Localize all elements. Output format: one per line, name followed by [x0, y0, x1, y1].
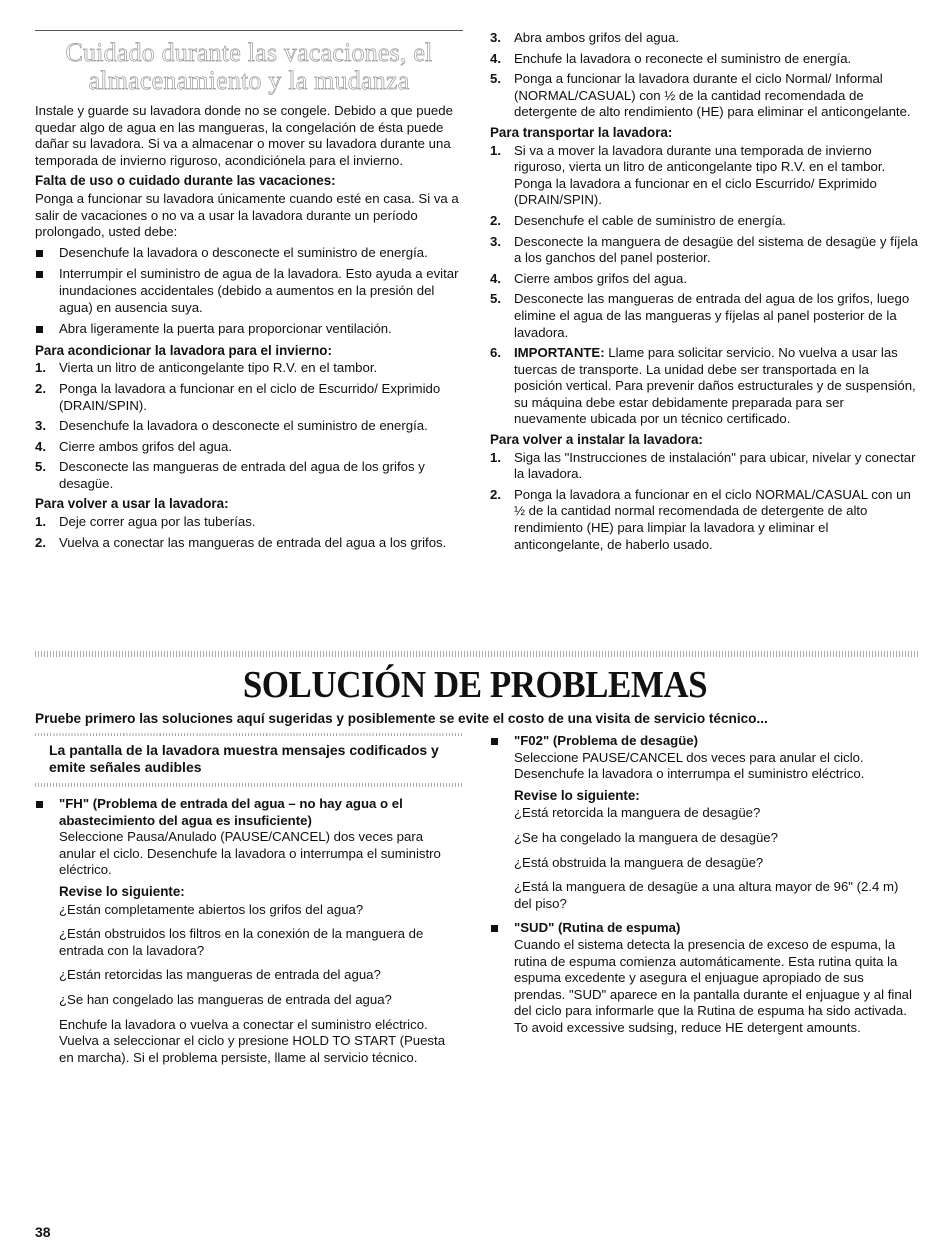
winter-steps — [35, 360, 463, 492]
check-item: ¿Están retorcidas las mangueras de entrada del agua? — [59, 967, 381, 983]
troubleshooting-title: SOLUCIÓN DE PROBLEMAS — [242, 664, 708, 706]
check-item: ¿Están completamente abiertos los grifos del agua? — [59, 901, 364, 917]
f02-checks — [490, 788, 918, 913]
reuse-steps-left — [35, 514, 463, 551]
sud-title: "SUD" (Rutina de espuma) — [514, 920, 681, 936]
f02-text: Seleccione PAUSE/CANCEL dos veces para anular el ciclo. Desenchufe la lavadora o interrumpa el suministro eléctrico. — [514, 749, 865, 782]
list-item: 1. Vierta un litro de anticongelante tipo R.V. en el tambor. — [35, 360, 378, 376]
list-item: 6. IMPORTANTE: Llame para solicitar servicio. No vuelva a usar las tuercas de transporte. La unidad debe ser transportada en la posición vertical. Para prevenir daños estructurales y de suspensión, su máquina debe estar debidamente preparada para ser nuevamente ubicada por un técnico certificado. — [490, 345, 916, 427]
list-item: 2. Ponga la lavadora a funcionar en el ciclo NORMAL/CASUAL con un ½ de la cantidad normal recomendada de detergente de alto rendimiento (HE) para limpiar la lavadora y eliminar el anticongelante, de haberlo usado. — [490, 486, 911, 552]
vacation-section-right — [490, 30, 918, 557]
list-item: 2. Vuelva a conectar las mangueras de entrada del agua a los grifos. — [35, 534, 447, 550]
check-item: ¿Están obstruidos los filtros en la conexión de la manguera de entrada con la lavadora? — [59, 926, 424, 958]
section-divider — [35, 651, 918, 657]
vacation-intro: Instale y guarde su lavadora donde no se congele. Debido a que puede quedar algo de agua en las mangueras, la congelación de ésta puede dañar su lavadora. Si va a almacenar o mover su lavadora durante una temporada de invierno riguroso, acondiciónela para el invierno. — [35, 103, 453, 168]
list-item: 4. Enchufe la lavadora o reconecte el suministro de energía. — [490, 50, 852, 66]
transport-heading: Para transportar la lavadora: — [490, 124, 673, 140]
troubleshooting-subtitle: Pruebe primero las soluciones aquí sugeridas y posiblemente se evite el costo de una visita de servicio técnico... — [35, 711, 768, 726]
section-rule — [35, 30, 463, 31]
reinstall-heading: Para volver a instalar la lavadora: — [490, 432, 703, 448]
f02-check-heading: Revise lo siguiente: — [514, 787, 640, 803]
list-item — [35, 796, 463, 879]
list-item: 5. Ponga a funcionar la lavadora durante el ciclo Normal/ Informal (NORMAL/CASUAL) con ½ de la cantidad recomendada de detergente de alto rendimiento (HE) para eliminar el anticongelante. — [490, 71, 911, 120]
list-item: 3. Desenchufe la lavadora o desconecte el suministro de energía. — [35, 418, 428, 434]
check-item: ¿Se han congelado las mangueras de entrada del agua? — [59, 991, 392, 1007]
list-item: 4. Cierre ambos grifos del agua. — [490, 270, 687, 286]
list-item: 2. Desenchufe el cable de suministro de energía. — [490, 212, 786, 228]
vacation-section-left — [35, 30, 463, 555]
list-item: 2. Ponga la lavadora a funcionar en el ciclo de Escurrido/ Exprimido (DRAIN/SPIN). — [35, 380, 441, 413]
list-item: Abra ligeramente la puerta para proporcionar ventilación. — [35, 321, 463, 338]
care-text: Ponga a funcionar su lavadora únicamente cuando esté en casa. Si va a salir de vacaciones o no va a usar la lavadora durante un período prolongado, usted debe: — [35, 190, 459, 240]
fh-section — [35, 796, 463, 879]
troubleshooting-left — [35, 733, 463, 1074]
sud-text: Cuando el sistema detecta la presencia de exceso de espuma, la rutina de espuma comienza automáticamente. Esta rutina quita la espuma excedente y asegura el enjuague apropiado de sus prendas. "SUD" aparece en la pantalla durante el enjuague y al final del ciclo para informarle que la Rutina de espuma ha sido activada. To avoid excessive sudsing, reduce HE detergent amounts. — [514, 936, 912, 1035]
bullet-icon — [491, 925, 498, 932]
check-item: ¿Está obstruida la manguera de desagüe? — [514, 854, 764, 870]
list-item: 5. Desconecte las mangueras de entrada del agua de los grifos y desagüe. — [35, 459, 425, 491]
sud-section — [490, 920, 918, 1036]
winter-heading: Para acondicionar la lavadora para el invierno: — [35, 342, 332, 358]
bullet-icon — [491, 738, 498, 745]
troubleshooting-right — [490, 733, 918, 1042]
list-item: 1. Siga las "Instrucciones de instalación" para ubicar, nivelar y conectar la lavadora. — [490, 449, 916, 482]
bullet-icon — [36, 326, 43, 333]
care-bullets — [35, 245, 463, 338]
vacation-title: Cuidado durante las vacaciones, el almacenamiento y la mudanza — [65, 38, 433, 95]
bullet-icon — [36, 801, 43, 808]
f02-section — [490, 733, 918, 783]
reuse-steps-right — [490, 30, 918, 121]
list-item: 3. Desconecte la manguera de desagüe del sistema de desagüe y fíjela a los ganchos del panel posterior. — [490, 233, 918, 266]
list-item — [490, 920, 918, 1036]
care-heading: Falta de uso o cuidado durante las vacaciones: — [35, 173, 336, 189]
list-item: Interrumpir el suministro de agua de la lavadora. Esto ayuda a evitar inundaciones accidentales (debido a aumentos en la presión del agua) en ausencia suya. — [35, 266, 463, 316]
panel-title: La pantalla de la lavadora muestra mensajes codificados y emite señales audibles — [35, 733, 463, 782]
list-item — [490, 733, 918, 783]
check-item: ¿Está la manguera de desagüe a una altura mayor de 96" (2.4 m) del piso? — [514, 879, 899, 911]
bullet-icon — [36, 271, 43, 278]
list-item: 1. Deje correr agua por las tuberías. — [35, 514, 256, 530]
check-item: ¿Está retorcida la manguera de desagüe? — [514, 805, 761, 821]
fh-title: "FH" (Problema de entrada del agua – no hay agua o el abastecimiento del agua es insuficiente) — [59, 796, 403, 828]
check-item: ¿Se ha congelado la manguera de desagüe? — [514, 829, 778, 845]
reuse-heading: Para volver a usar la lavadora: — [35, 496, 229, 512]
bullet-icon — [36, 250, 43, 257]
list-item: 3. Abra ambos grifos del agua. — [490, 30, 679, 45]
fh-text: Seleccione Pausa/Anulado (PAUSE/CANCEL) dos veces para anular el ciclo. Desenchufe la lavadora o interrumpa el suministro eléctrico. — [59, 829, 441, 878]
list-item: Desenchufe la lavadora o desconecte el suministro de energía. — [35, 245, 463, 262]
reinstall-steps — [490, 450, 918, 554]
f02-title: "F02" (Problema de desagüe) — [514, 733, 698, 748]
transport-steps — [490, 143, 918, 429]
page-number: 38 — [35, 1224, 51, 1240]
list-item: 1. Si va a mover la lavadora durante una temporada de invierno riguroso, vierta un litro de anticongelante tipo R.V. en el tambor. Ponga la lavadora a funcionar en el ciclo Escurrido/ Exprimido (DRAIN/SPIN). — [490, 142, 886, 208]
check-item: Enchufe la lavadora o vuelva a conectar el suministro eléctrico. Vuelva a seleccionar el ciclo y presione HOLD TO START (Puesta en marcha). Si el problema persiste, llame al servicio técnico. — [59, 1016, 446, 1065]
fh-checks — [35, 884, 463, 1066]
fh-check-heading: Revise lo siguiente: — [59, 883, 185, 899]
list-item: 4. Cierre ambos grifos del agua. — [35, 438, 232, 454]
list-item: 5. Desconecte las mangueras de entrada del agua de los grifos, luego elimine el agua de las mangueras y fíjelas al panel posterior de la lavadora. — [490, 291, 910, 340]
